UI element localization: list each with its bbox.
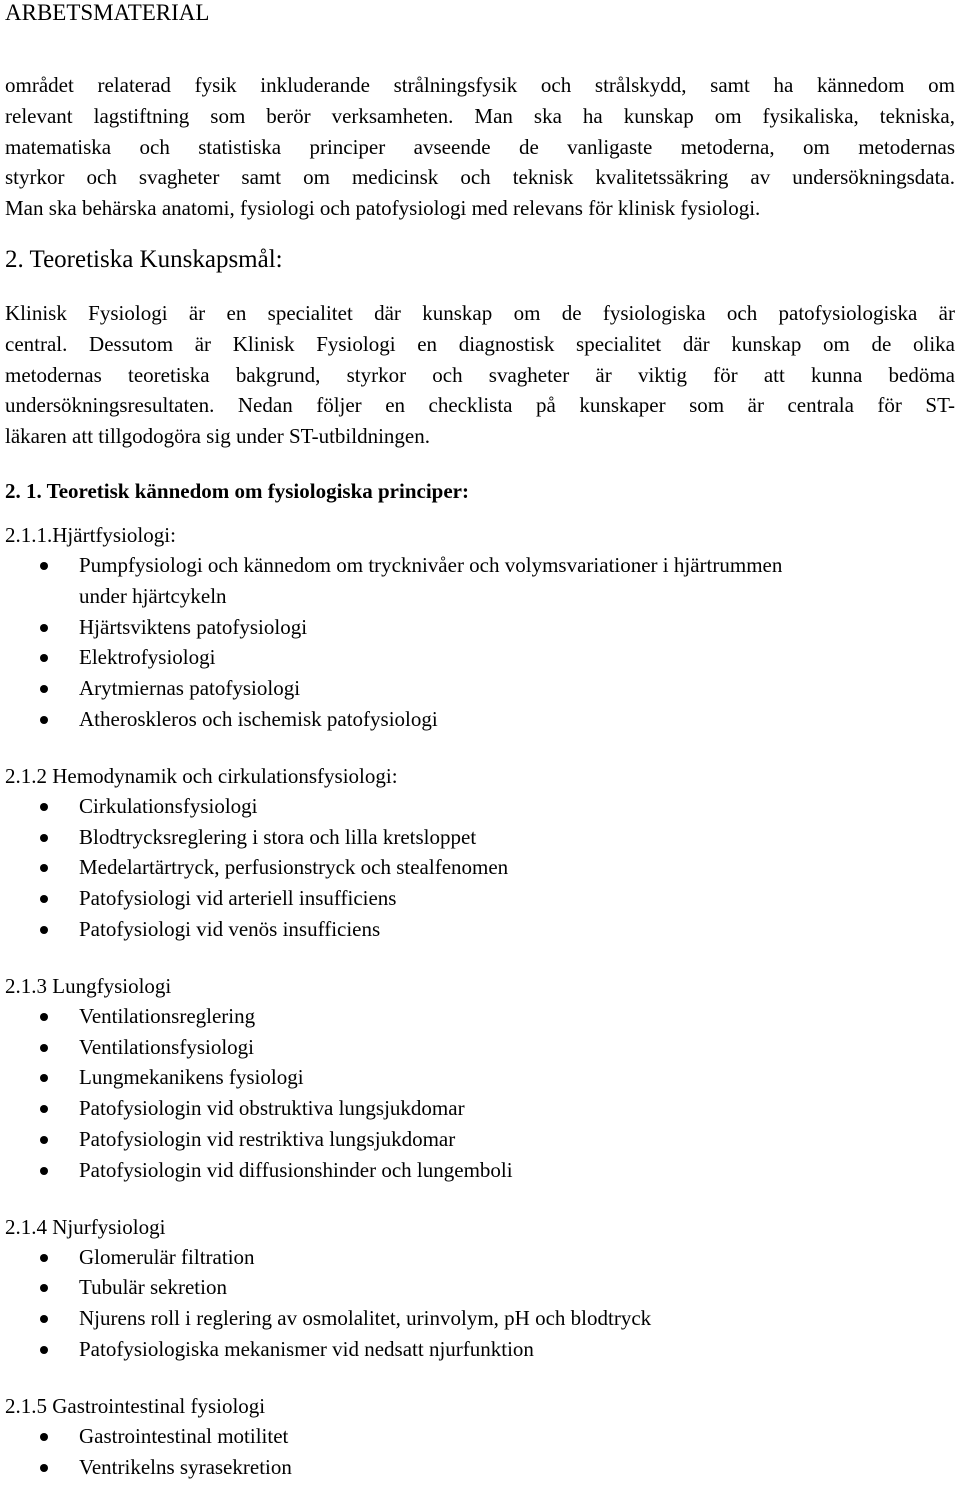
paragraph-line: matematiska och statistiska principer avseende de vanligaste metoderna, om metodernas	[5, 134, 955, 159]
bullet-icon	[40, 1136, 48, 1144]
list-item-text: Patofysiologin vid diffusionshinder och lungemboli	[79, 1157, 513, 1182]
section-paragraph	[5, 298, 955, 452]
bullet-icon	[40, 1315, 48, 1323]
paragraph-line: området relaterad fysik inkluderande strålningsfysik och strålskydd, samt ha kännedom om	[5, 73, 955, 97]
bullet-icon	[40, 895, 48, 903]
paragraph-line: styrkor och svagheter samt om medicinsk och teknisk kvalitetssäkring av undersökningsdata.	[5, 165, 955, 190]
list-item-text: Ventilationsfysiologi	[79, 1034, 254, 1059]
list-item-text: Patofysiologiska mekanismer vid nedsatt njurfunktion	[79, 1336, 534, 1361]
list-item	[5, 1334, 955, 1365]
list-item	[5, 1062, 955, 1093]
list-item-text: Tubulär sekretion	[79, 1275, 227, 1300]
list-item-text: Glomerulär filtration	[79, 1244, 255, 1269]
bullet-icon	[40, 1167, 48, 1175]
list-item-text: Patofysiologi vid arteriell insufficiens	[79, 886, 397, 911]
subsection-title: 2.1.1.Hjärtfysiologi:	[5, 522, 176, 547]
spacer	[5, 1365, 955, 1391]
list-item-text: Blodtrycksreglering i stora och lilla kretsloppet	[79, 824, 477, 849]
paragraph-line: undersökningsresultaten. Nedan följer en checklista på kunskaper som är centrala för ST-	[5, 393, 955, 418]
bullet-list	[5, 550, 955, 735]
paragraph-line: relevant lagstiftning som berör verksamheten. Man ska ha kunskap om fysikaliska, tekniska,	[5, 103, 955, 128]
bullet-icon	[40, 1074, 48, 1082]
bullet-icon	[40, 1346, 48, 1354]
list-item	[5, 1242, 955, 1273]
list-item	[5, 852, 955, 883]
bullet-icon	[40, 834, 48, 842]
bullet-icon	[40, 1464, 48, 1472]
list-item	[5, 612, 955, 643]
list-item-text: Atheroskleros och ischemisk patofysiologi	[79, 706, 438, 731]
list-item-text: Lungmekanikens fysiologi	[79, 1065, 304, 1090]
bullet-icon	[40, 654, 48, 662]
bullet-icon	[40, 562, 48, 570]
bullet-icon	[40, 803, 48, 811]
list-item	[5, 550, 955, 612]
list-item-text: Hjärtsviktens patofysiologi	[79, 614, 308, 639]
spacer	[5, 1186, 955, 1212]
list-item	[5, 1093, 955, 1124]
list-item	[5, 883, 955, 914]
paragraph-line: central. Dessutom är Klinisk Fysiologi en diagnostisk specialitet där kunskap om de olika	[5, 331, 955, 356]
bullet-icon	[40, 1105, 48, 1113]
subsection-heading: 2. 1. Teoretisk kännedom om fysiologiska principer:	[5, 478, 469, 503]
list-item	[5, 914, 955, 945]
spacer	[5, 735, 955, 761]
bullet-icon	[40, 864, 48, 872]
list-item-text: Ventilationsreglering	[79, 1003, 256, 1028]
bullet-icon	[40, 1284, 48, 1292]
intro-paragraph	[5, 70, 955, 224]
list-item	[5, 1124, 955, 1155]
list-item	[5, 1452, 955, 1483]
bullet-list	[5, 1242, 955, 1365]
list-item	[5, 822, 955, 853]
bullet-icon	[40, 716, 48, 724]
bullet-icon	[40, 685, 48, 693]
list-item-text: Patofysiologin vid obstruktiva lungsjukdomar	[79, 1096, 465, 1121]
list-item	[5, 1001, 955, 1032]
list-item	[5, 1303, 955, 1334]
bullet-icon	[40, 1254, 48, 1262]
bullet-icon	[40, 1044, 48, 1052]
bullet-icon	[40, 1013, 48, 1021]
subsection-title: 2.1.5 Gastrointestinal fysiologi	[5, 1393, 266, 1418]
list-item-text: Cirkulationsfysiologi	[79, 793, 258, 818]
list-item	[5, 1155, 955, 1186]
list-item-text: Ventrikelns syrasekretion	[79, 1454, 292, 1479]
list-item-text-continued: under hjärtcykeln	[79, 583, 227, 608]
list-item	[5, 1421, 955, 1452]
list-item-text: Elektrofysiologi	[79, 645, 216, 670]
list-item-text: Gastrointestinal motilitet	[79, 1423, 289, 1448]
paragraph-line: läkaren att tillgodogöra sig under ST-utbildningen.	[5, 424, 430, 449]
list-item-text: Njurens roll i reglering av osmolalitet, urinvolym, pH och blodtryck	[79, 1306, 652, 1331]
section-heading: 2. Teoretiska Kunskapsmål:	[5, 245, 283, 273]
page-header: ARBETSMATERIAL	[5, 0, 210, 25]
paragraph-line: Man ska behärska anatomi, fysiologi och patofysiologi med relevans för klinisk fysiologi.	[5, 196, 761, 221]
spacer	[5, 945, 955, 971]
list-item	[5, 791, 955, 822]
bullet-list	[5, 1421, 955, 1483]
list-item	[5, 1032, 955, 1063]
list-item	[5, 704, 955, 735]
subsection-title: 2.1.3 Lungfysiologi	[5, 973, 172, 998]
list-item	[5, 673, 955, 704]
list-item	[5, 642, 955, 673]
list-item-text: Patofysiologi vid venös insufficiens	[79, 916, 381, 941]
list-item-text: Patofysiologin vid restriktiva lungsjukdomar	[79, 1126, 456, 1151]
subsection-title: 2.1.4 Njurfysiologi	[5, 1214, 166, 1239]
subsection-title: 2.1.2 Hemodynamik och cirkulationsfysiologi:	[5, 763, 398, 788]
paragraph-line: Klinisk Fysiologi är en specialitet där kunskap om de fysiologiska och patofysiologiska är	[5, 300, 955, 325]
list-item	[5, 1272, 955, 1303]
paragraph-line: metodernas teoretiska bakgrund, styrkor och svagheter är viktig för att kunna bedöma	[5, 362, 955, 387]
bullet-icon	[40, 624, 48, 632]
list-item-text: Pumpfysiologi och kännedom om trycknivåer och volymsvariationer i hjärtrummen	[79, 552, 783, 577]
list-item-text: Medelartärtryck, perfusionstryck och stealfenomen	[79, 855, 509, 880]
bullet-icon	[40, 1433, 48, 1441]
bullet-list	[5, 1001, 955, 1186]
bullet-icon	[40, 926, 48, 934]
bullet-list	[5, 791, 955, 945]
list-item-text: Arytmiernas patofysiologi	[79, 676, 301, 701]
